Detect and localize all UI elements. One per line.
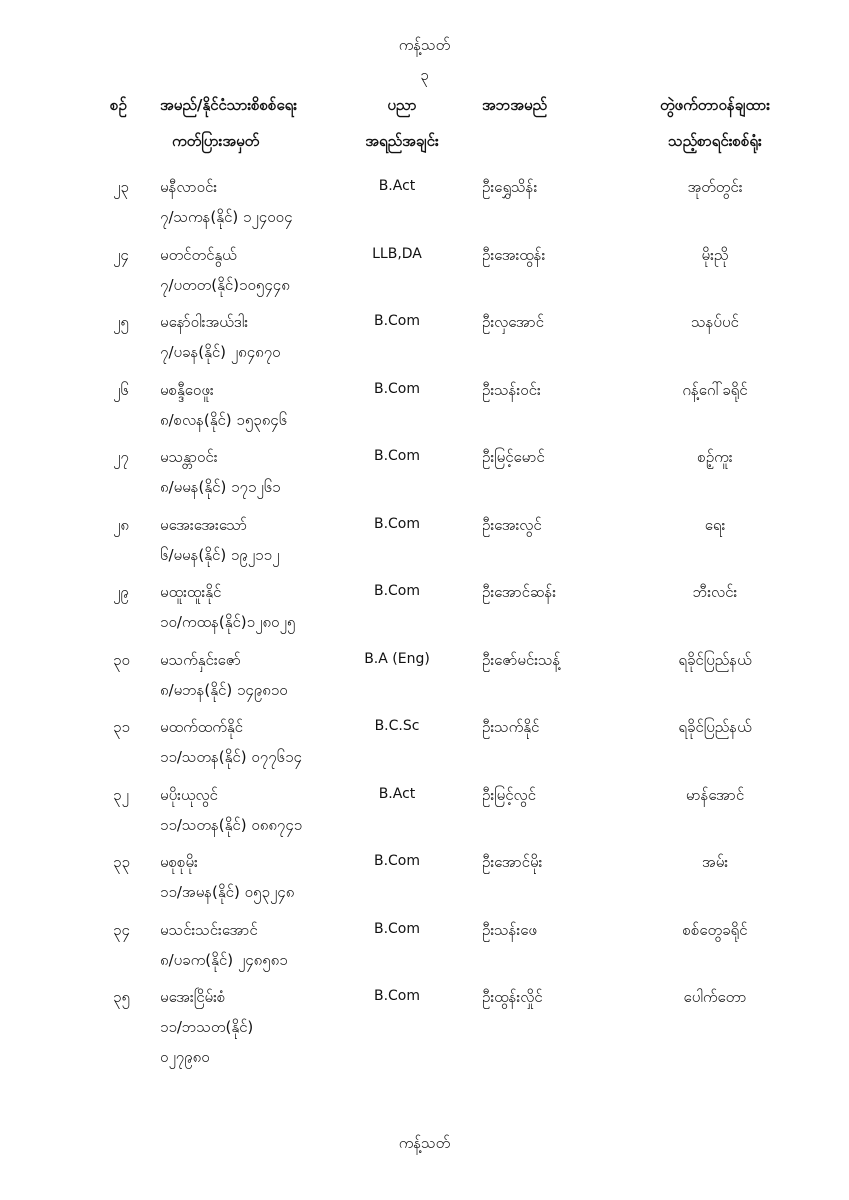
table-row [0,917,849,985]
father-name: ဦးအောင်ဆန်း [482,583,557,601]
assigned-office: ရေး [704,515,726,534]
father-name: ဦးထွန်းလှိုင် [482,988,543,1006]
row-number: ၂၃ [113,178,129,196]
restricted-mark-bottom: ကန့်သတ် [398,1134,451,1152]
nrc-number: ၁၁/သတန(နိုင်) ၀၇၇၆၁၄ [160,748,302,766]
table-row [0,579,849,647]
restricted-mark-top: ကန့်သတ် [398,36,451,54]
table-row [0,242,849,310]
page-number: ၃ [420,66,429,84]
education: B.C.Sc [374,718,420,734]
assigned-office: စစ်တွေခရိုင် [682,920,748,939]
education: B.Com [373,988,421,1004]
row-number: ၃၅ [113,988,130,1006]
nrc-number: ၈/မဘန(နိုင်) ၁၄၉၈၁၀ [160,680,288,699]
table-row [0,849,849,917]
table-body [0,174,849,1066]
father-name: ဦးမြင့်မောင် [482,448,545,466]
table-row [0,714,849,782]
row-number: ၂၈ [113,515,129,534]
education: B.Com [373,380,421,397]
father-name: ဦးသန်းဝင်း [482,380,541,399]
header-no: စဉ် [110,96,127,114]
table-header [0,92,849,162]
education: LLB,DA [372,245,422,262]
table-row [0,377,849,445]
table-row [0,309,849,377]
table-row [0,174,849,242]
table-row [0,647,849,715]
nrc-number: ၆/မမန(နိုင်) ၁၉၂၁၁၂ [160,545,280,564]
table-row [0,984,849,1066]
person-name: မတင်တင်နွယ် [160,245,237,264]
row-number: ၃၄ [113,920,130,939]
header-place-line1: တွဲဖက်တာဝန်ချထား [659,96,771,114]
assigned-office: အမ်း [701,853,729,871]
row-number: ၂၉ [113,583,129,601]
assigned-office: မိုးညို [701,245,729,264]
row-number: ၃၂ [113,785,129,804]
assigned-office: ဂန့်ဂေါ်ခရိုင် [682,380,748,399]
assigned-office: ရခိုင်ပြည်နယ် [678,650,752,669]
nrc-number: ၈/မမန(နိုင်) ၁၇၁၂၆၁ [160,478,281,496]
row-number: ၂၇ [113,448,129,466]
person-name: မနော်ဝါးအယ်ဒါး [160,313,249,331]
nrc-number: ၁၀/ကထန(နိုင်)၁၂၈၀၂၅ [160,613,296,631]
person-name: မသင်းသင်းအောင် [160,920,258,939]
header-edu-line2: အရည်အချင်း [365,132,439,150]
father-name: ဦးမြင့်လွင် [482,785,536,804]
education: B.Com [373,920,421,937]
education: B.Com [373,515,421,532]
nrc-number: ၈/ပခက(နိုင်) ၂၄၈၅၈၁ [160,950,288,969]
nrc-number: ၁၁/အမန(နိုင်) ၀၅၃၂၄၈ [160,883,295,901]
header-father: အဘအမည် [482,96,548,114]
education: B.Com [373,583,421,599]
table-row [0,782,849,850]
father-name: ဦးဇော်မင်းသန့် [482,650,561,669]
row-number: ၃၀ [113,650,130,669]
table-row [0,444,849,512]
education: B.Act [378,178,416,194]
assigned-office: ပေါက်တော [683,988,747,1006]
person-name: မသန္တာဝင်း [160,448,218,466]
nrc-number: ၁၁/ဘသတ(နိုင်) [160,1018,254,1036]
education: B.Com [373,448,421,464]
row-number: ၂၅ [113,313,129,331]
header-edu-line1: ပညာ [387,96,417,114]
father-name: ဦးအေးလွင် [482,515,542,534]
nrc-number: ၇/ပတတ(နိုင်)၁၀၅၄၄၈ [160,275,290,294]
row-number: ၂၄ [113,245,129,264]
assigned-office: မာန်အောင် [685,785,745,804]
row-number: ၃၃ [113,853,130,871]
header-place-line2: သည့်စာရင်းစစ်ရုံး [668,132,762,150]
header-name-line2: ကတ်ပြားအမှတ် [172,132,260,150]
father-name: ဦးအေးထွန်း [482,245,546,264]
education: B.A (Eng) [364,650,430,667]
father-name: ဦးအောင်မိုး [482,853,543,871]
nrc-number-continued: ၀၂၇၉၈၀ [160,1048,210,1066]
person-name: မအေးအေးသော် [160,515,248,534]
father-name: ဦးရွှေသိန်း [482,178,538,196]
assigned-office: စဉ့်ကူး [697,448,733,466]
education: B.Act [378,785,416,802]
nrc-number: ၇/သကန(နိုင်) ၁၂၄၀၀၄ [160,208,293,226]
person-name: မအေးငြိမ်းစံ [160,988,226,1006]
assigned-office: ရခိုင်ပြည်နယ် [678,718,752,736]
row-number: ၃၁ [113,718,130,736]
nrc-number: ၇/ပခန(နိုင်) ၂၈၄၈၇၀ [160,343,281,361]
father-name: ဦးသက်နိုင် [482,718,540,736]
table-row [0,512,849,580]
father-name: ဦးလှအောင် [482,313,545,331]
person-name: မသက်နှင်းဇော် [160,650,241,669]
row-number: ၂၆ [113,380,129,399]
person-name: မထက်ထက်နိုင် [160,718,243,736]
education: B.Com [373,313,421,329]
education: B.Com [373,853,421,869]
person-name: မစုစုမိုး [160,853,198,871]
header-name-line1: အမည်/နိုင်ငံသားစိစစ်ရေး [160,96,298,114]
assigned-office: သနပ်ပင် [691,313,739,331]
nrc-number: ၁၁/သတန(နိုင်) ၀၈၈၇၄၁ [160,815,303,834]
assigned-office: ဘီးလင်း [692,583,738,601]
assigned-office: အုတ်တွင်း [687,178,743,196]
person-name: မစန္ဒီဝေဖူး [160,380,214,399]
person-name: မထူးထူးနိုင် [160,583,222,601]
person-name: မပိုးယုလွင် [160,785,218,804]
father-name: ဦးသန်းဖေ [482,920,537,939]
nrc-number: ၈/စလန(နိုင်) ၁၅၃၈၄၆ [160,410,288,429]
person-name: မနီလာဝင်း [160,178,218,196]
